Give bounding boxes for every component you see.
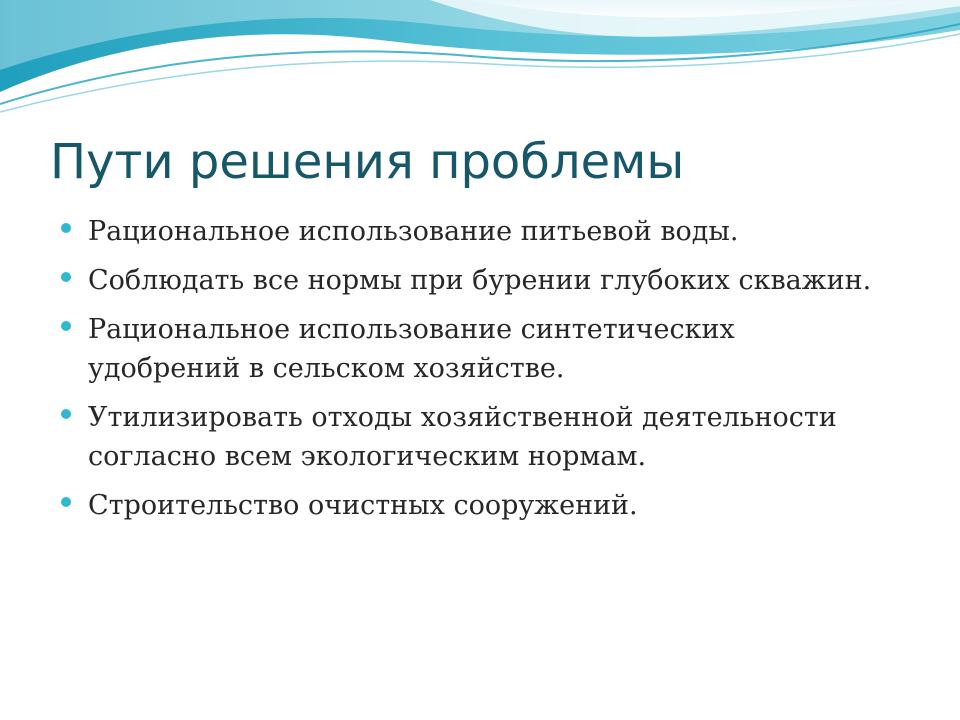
bullet-item bbox=[58, 486, 878, 525]
bullet-list bbox=[58, 212, 878, 535]
slide-title: Пути решения проблемы bbox=[50, 134, 685, 190]
bullet-text: Утилизировать отходы хозяйственной деятельности согласно всем экологическим нормам. bbox=[88, 402, 837, 472]
bullet-item bbox=[58, 261, 878, 300]
bullet-text: Рациональное использование питьевой воды. bbox=[88, 216, 739, 247]
bullet-dot-icon bbox=[61, 497, 71, 507]
bullet-item bbox=[58, 398, 878, 476]
bullet-dot-icon bbox=[61, 409, 71, 419]
bullet-text: Строительство очистных сооружений. bbox=[88, 490, 638, 521]
bullet-item bbox=[58, 212, 878, 251]
bullet-item bbox=[58, 310, 878, 388]
bullet-text: Рациональное использование синтетических удобрений в сельском хозяйстве. bbox=[88, 314, 735, 384]
bullet-text: Соблюдать все нормы при бурении глубоких скважин. bbox=[88, 265, 872, 296]
bullet-dot-icon bbox=[61, 223, 71, 233]
wave-header-decoration bbox=[0, 0, 960, 130]
bullet-dot-icon bbox=[61, 272, 71, 282]
bullet-dot-icon bbox=[61, 321, 71, 331]
